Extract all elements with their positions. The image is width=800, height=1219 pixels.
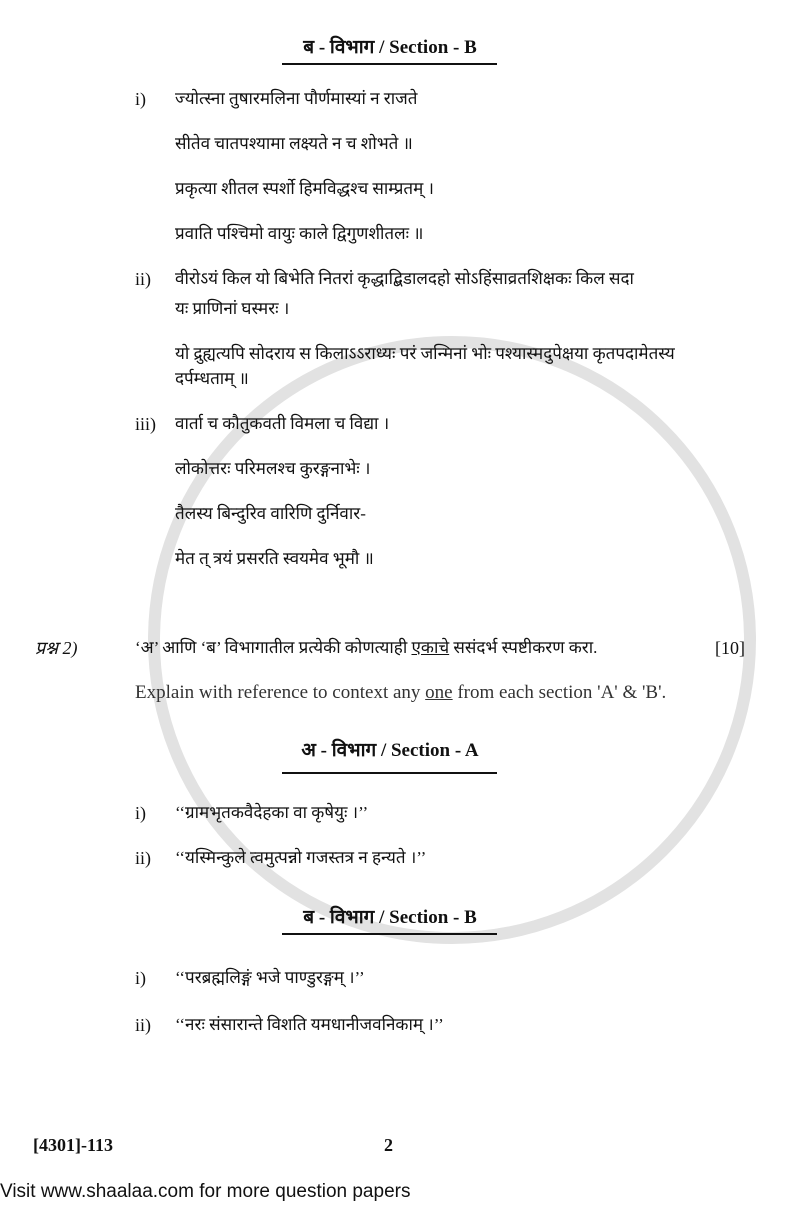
item-label: ii)	[135, 848, 151, 868]
quote-line: ‘‘ग्रामभृतकवैदेहका वा कृषेयुः ।’’	[175, 803, 369, 822]
verse-item	[135, 413, 755, 570]
section-b-heading: ब - विभाग / Section - B	[303, 37, 477, 58]
item-label: iii)	[135, 414, 156, 434]
quote-line: ‘‘परब्रह्मलिङ्गं भजे पाण्डुरङ्गम् ।’’	[175, 968, 365, 987]
heading-underline	[282, 772, 497, 774]
heading-underline	[282, 933, 497, 935]
item-label: i)	[135, 89, 146, 109]
verse-line: वार्ता च कौतुकवती विमला च विद्या ।	[175, 414, 390, 433]
footer-link[interactable]: Visit www.shaalaa.com for more question papers	[0, 1181, 411, 1202]
question-text-part: ससंदर्भ स्पष्टीकरण करा.	[449, 638, 598, 657]
verse-item	[135, 88, 755, 245]
section-b-heading: ब - विभाग / Section - B	[303, 907, 477, 928]
question-text-part: Explain with reference to context any	[135, 682, 426, 703]
verse-item	[135, 268, 755, 390]
quote-line: ‘‘यस्मिन्कुले त्वमुत्पन्नो गजस्तत्र न हन्यते ।’’	[175, 848, 427, 867]
item-label: ii)	[135, 269, 151, 289]
quote-item	[135, 802, 755, 824]
question-marks: [10]	[715, 638, 745, 658]
quote-item	[135, 967, 755, 989]
question-number: प्रश्न 2)	[35, 638, 78, 658]
verse-line: ज्योत्स्ना तुषारमलिना पौर्णमास्यां न राजते	[175, 89, 418, 108]
page-number: 2	[384, 1135, 393, 1155]
verse-line: यः प्राणिनां घस्मरः ।	[175, 299, 290, 318]
quote-line: ‘‘नरः संसारान्ते विशति यमधानीजवनिकाम् ।’’	[175, 1015, 444, 1034]
item-label: ii)	[135, 1015, 151, 1035]
question-text-emphasis: एकाचे	[411, 638, 450, 657]
question-text-english	[135, 681, 755, 705]
verse-line: लोकोत्तरः परिमलश्च कुरङ्गनाभेः ।	[175, 459, 371, 478]
verse-line: वीरोऽयं किल यो बिभेति नितरां कृद्धाद्बिडालदहो सोऽहिंसाव्रतशिक्षकः किल सदा	[175, 269, 634, 288]
verse-line: दर्पम्धताम् ॥	[175, 369, 249, 388]
quote-item	[135, 847, 755, 869]
question-text-emphasis: one	[425, 682, 453, 703]
item-label: i)	[135, 968, 146, 988]
verse-line: प्रवाति पश्चिमो वायुः काले द्विगुणशीतलः ॥	[175, 224, 424, 243]
question-text-part: from each section 'A' & 'B'.	[452, 682, 667, 703]
item-label: i)	[135, 803, 146, 823]
question-text-part: ‘अ’ आणि ‘ब’ विभागातील प्रत्येकी कोणत्याही	[135, 638, 412, 657]
verse-line: तैलस्य बिन्दुरिव वारिणि दुर्निवार-	[175, 504, 366, 523]
verse-line: मेत त् त्रयं प्रसरति स्वयमेव भूमौ ॥	[175, 549, 374, 568]
paper-code: [4301]-113	[33, 1135, 113, 1155]
section-a-heading: अ - विभाग / Section - A	[301, 740, 479, 761]
verse-line: सीतेव चातपश्यामा लक्ष्यते न च शोभते ॥	[175, 134, 413, 153]
verse-line: यो द्रुह्यत्यपि सोदराय स किलाऽऽराध्यः परं जन्मिनां भोः पश्यास्मदुपेक्षया कृतपदामेतस्य	[175, 344, 675, 363]
quote-item	[135, 1014, 755, 1036]
heading-underline	[282, 63, 497, 65]
verse-line: प्रकृत्या शीतल स्पर्शो हिमविद्धश्च साम्प्रतम् ।	[175, 179, 434, 198]
question-2	[35, 637, 745, 659]
question-text-marathi	[135, 637, 703, 659]
